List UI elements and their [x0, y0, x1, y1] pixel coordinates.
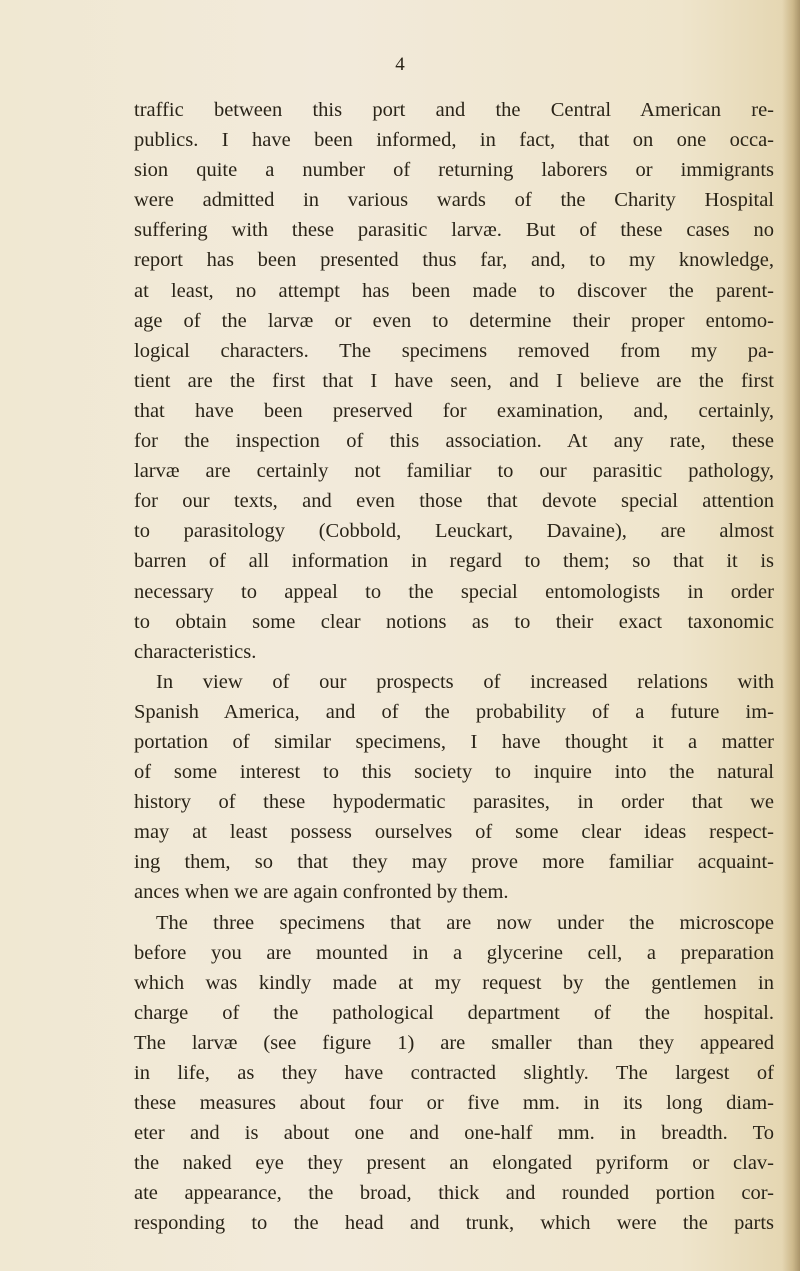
text-line: traffic between this port and the Central American re- — [134, 99, 774, 121]
text-line: in life, as they have contracted slightly. The largest of — [134, 1062, 774, 1084]
text-line: eter and is about one and one-half mm. in breadth. To — [134, 1122, 774, 1145]
text-line: the naked eye they present an elongated pyriform or clav- — [134, 1152, 774, 1175]
text-line: sion quite a number of returning laborers or immigrants — [134, 159, 774, 182]
text-line: before you are mounted in a glycerine cell, a preparation — [134, 941, 774, 964]
text-line: of some interest to this society to inquire into the natural — [134, 761, 774, 784]
text-line: age of the larvæ or even to determine their proper entomo- — [134, 309, 774, 332]
text-line: which was kindly made at my request by the gentlemen in — [134, 971, 774, 994]
text-line: may at least possess ourselves of some clear ideas respect- — [134, 821, 774, 844]
text-line: at least, no attempt has been made to discover the parent- — [134, 279, 774, 302]
text-line: ances when we are again confronted by them. — [134, 881, 509, 904]
text-line: publics. I have been informed, in fact, that on one occa- — [134, 129, 774, 152]
text-line: to obtain some clear notions as to their exact taxonomic — [134, 610, 774, 633]
text-line: these measures about four or five mm. in its long diam- — [134, 1092, 774, 1115]
text-line: The three specimens that are now under the microscope — [156, 911, 774, 934]
body-text — [134, 95, 774, 1239]
text-line: barren of all information in regard to them; so that it is — [134, 550, 774, 573]
text-line: necessary to appeal to the special entomologists in order — [134, 580, 774, 603]
text-line: Spanish America, and of the probability of a future im- — [134, 700, 774, 723]
text-line: portation of similar specimens, I have thought it a matter — [134, 730, 774, 753]
text-line: In view of our prospects of increased relations with — [156, 670, 774, 693]
text-line: tient are the first that I have seen, and I believe are the first — [134, 369, 774, 392]
text-line: for the inspection of this association. At any rate, these — [134, 430, 774, 453]
text-line: logical characters. The specimens removed from my pa- — [134, 339, 774, 362]
text-line: report has been presented thus far, and, to my knowledge, — [134, 249, 774, 272]
text-line: ing them, so that they may prove more familiar acquaint- — [134, 851, 774, 874]
text-line: were admitted in various wards of the Charity Hospital — [134, 189, 774, 212]
text-line: that have been preserved for examination, and, certainly, — [134, 399, 774, 422]
text-line: to parasitology (Cobbold, Leuckart, Davaine), are almost — [134, 520, 774, 543]
text-line: suffering with these parasitic larvæ. But of these cases no — [134, 219, 774, 242]
text-line: responding to the head and trunk, which were the parts — [134, 1212, 774, 1235]
text-line: history of these hypodermatic parasites, in order that we — [134, 791, 774, 814]
page-number: 4 — [395, 54, 405, 75]
text-line: larvæ are certainly not familiar to our parasitic pathology, — [134, 460, 774, 483]
text-line: ate appearance, the broad, thick and rounded portion cor- — [134, 1182, 774, 1205]
text-line: charge of the pathological department of the hospital. — [134, 1001, 774, 1024]
text-line: characteristics. — [134, 640, 257, 663]
text-line: The larvæ (see figure 1) are smaller than they appeared — [134, 1031, 774, 1054]
page-edge-shadow — [782, 0, 800, 1271]
text-line: for our texts, and even those that devote special attention — [134, 490, 774, 513]
